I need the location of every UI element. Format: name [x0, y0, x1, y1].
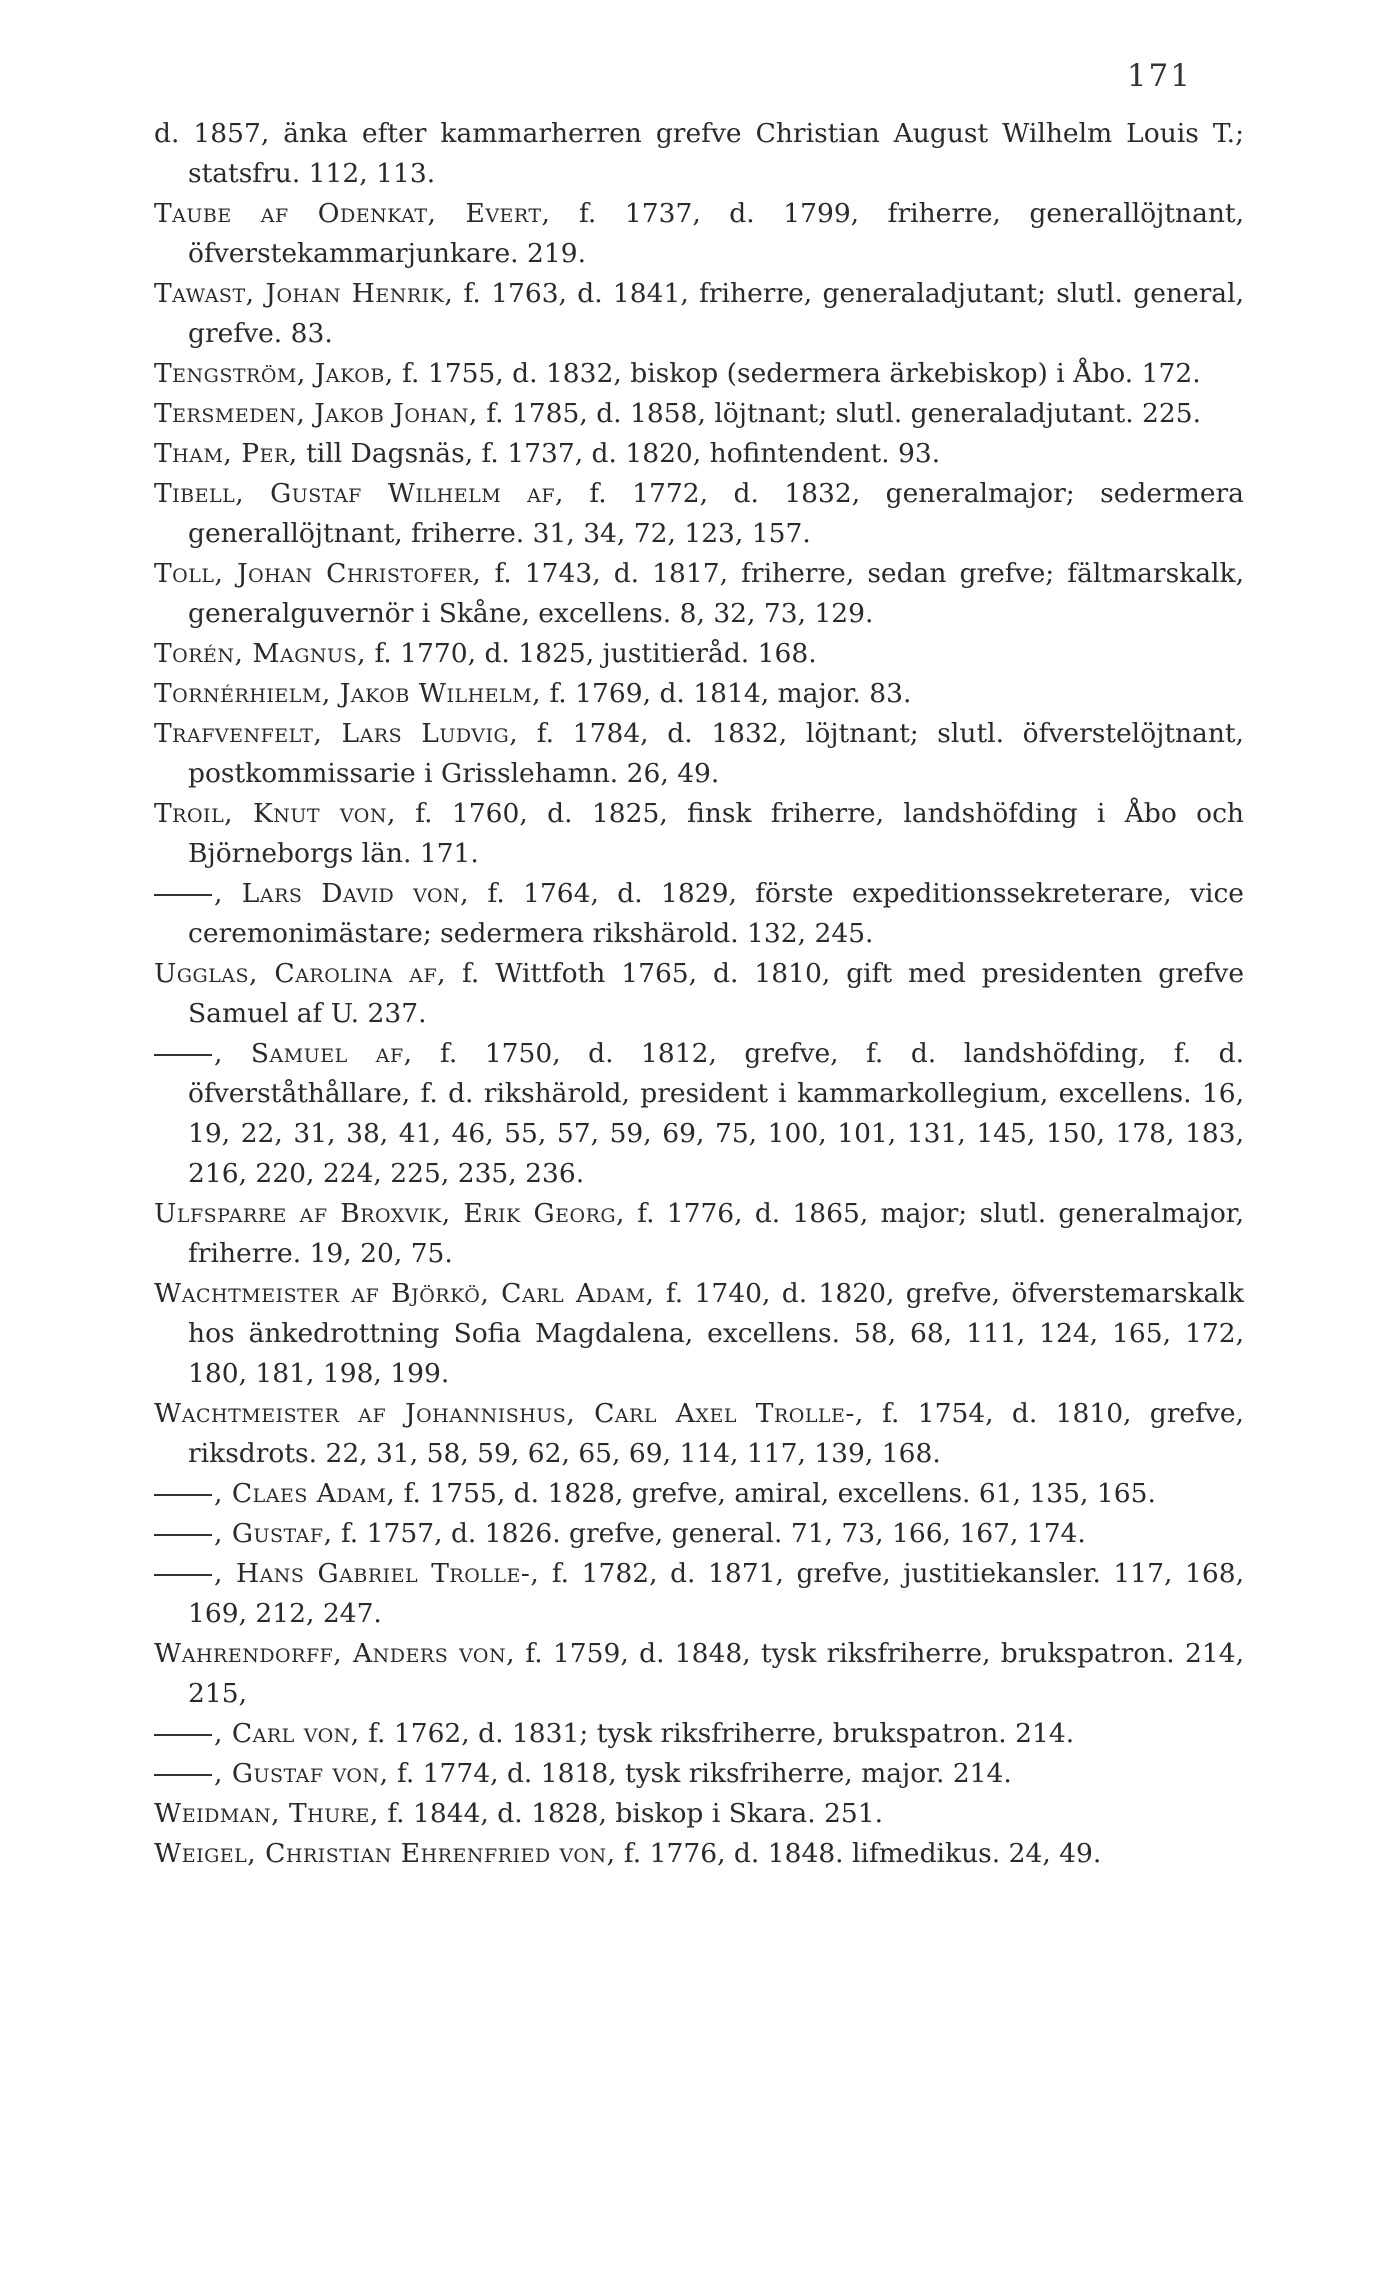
entry-text: f. 1740, d. 1820, grefve, öfverstemarskalk hos änkedrottning Sofia Magdalena, excellens. 58, 68, 111, 124, 165, 172, 180, 181, 198, 199.	[188, 1278, 1244, 1389]
entry-text: f. 1755, d. 1828, grefve, amiral, excellens. 61, 135, 165.	[395, 1478, 1156, 1509]
entry-name: Ulfsparre af Broxvik, Erik Georg,	[154, 1198, 625, 1229]
entry-name: Toll, Johan Christofer,	[154, 558, 482, 589]
index-entry	[154, 274, 1244, 354]
entry-text: f. 1763, d. 1841, friherre, generaladjutant; slutl. general, grefve. 83.	[188, 278, 1244, 349]
entry-name: , Samuel af,	[214, 1038, 413, 1069]
entry-name: Trafvenfelt, Lars Ludvig,	[154, 718, 519, 749]
entry-text: f. 1769, d. 1814, major. 83.	[541, 678, 912, 709]
entry-name: Troil, Knut von,	[154, 798, 396, 829]
index-entry	[154, 434, 1244, 474]
entry-text: f. 1770, d. 1825, justitieråd. 168.	[366, 638, 817, 669]
entry-name: , Hans Gabriel Trolle-,	[214, 1558, 540, 1589]
index-entry	[154, 794, 1244, 874]
entry-text: f. 1784, d. 1832, löjtnant; slutl. öfverstelöjtnant, postkommissarie i Grisslehamn. 26, 49.	[188, 718, 1244, 789]
index-entry	[154, 634, 1244, 674]
entry-name: Tengström, Jakob,	[154, 358, 394, 389]
ditto-dash	[154, 1774, 212, 1776]
entry-name: Tersmeden, Jakob Johan,	[154, 398, 478, 429]
index-entry	[154, 1394, 1244, 1474]
entry-text: f. Wittfoth 1765, d. 1810, gift med presidenten grefve Samuel af U. 237.	[188, 958, 1245, 1029]
entry-text: f. 1774, d. 1818, tysk riksfriherre, major. 214.	[388, 1758, 1012, 1789]
index-entry	[154, 1754, 1244, 1794]
page-number: 171	[1126, 58, 1192, 94]
entry-name: Weigel, Christian Ehrenfried von,	[154, 1838, 616, 1869]
ditto-dash	[154, 1734, 212, 1736]
index-entry	[154, 1474, 1244, 1514]
index-entry	[154, 1514, 1244, 1554]
index-entry	[154, 1634, 1244, 1714]
entry-name: Wachtmeister af Johannishus, Carl Axel Trolle-,	[154, 1398, 864, 1429]
entry-text: f. 1757, d. 1826. grefve, general. 71, 73, 166, 167, 174.	[332, 1518, 1086, 1549]
entry-text: f. 1785, d. 1858, löjtnant; slutl. generaladjutant. 225.	[477, 398, 1202, 429]
entry-text: till Dagsnäs, f. 1737, d. 1820, hofintendent. 93.	[297, 438, 941, 469]
entry-text: f. 1755, d. 1832, biskop (sedermera ärkebiskop) i Åbo. 172.	[393, 358, 1201, 389]
entry-text: f. 1743, d. 1817, friherre, sedan grefve; fältmarskalk, generalguvernör i Skåne, excellens. 8, 32, 73, 129.	[188, 558, 1245, 629]
index-entry	[154, 1554, 1244, 1634]
ditto-dash	[154, 1574, 212, 1576]
index-entry	[154, 354, 1244, 394]
entry-name: Torén, Magnus,	[154, 638, 367, 669]
index-entry	[154, 674, 1244, 714]
entry-text: d. 1857, änka efter kammarherren grefve Christian August Wilhelm Louis T.; statsfru. 112, 113.	[154, 118, 1244, 189]
entry-text: f. 1754, d. 1810, grefve, riksdrots. 22, 31, 58, 59, 62, 65, 69, 114, 117, 139, 168.	[188, 1398, 1244, 1469]
entry-name: , Claes Adam,	[214, 1478, 396, 1509]
index-entry	[154, 1714, 1244, 1754]
entry-text: f. 1764, d. 1829, förste expeditionssekreterare, vice ceremonimästare; sedermera rikshärold. 132, 245.	[188, 878, 1244, 949]
entry-text: f. 1776, d. 1848. lifmedikus. 24, 49.	[615, 1838, 1102, 1869]
index-list	[154, 114, 1244, 1874]
entry-text: f. 1762, d. 1831; tysk riksfriherre, brukspatron. 214.	[359, 1718, 1075, 1749]
entry-name: , Carl von,	[214, 1718, 360, 1749]
index-entry	[154, 474, 1244, 554]
entry-name: Tornérhielm, Jakob Wilhelm,	[154, 678, 542, 709]
entry-text: f. 1782, d. 1871, grefve, justitiekansler. 117, 168, 169, 212, 247.	[188, 1558, 1244, 1629]
entry-name: , Lars David von,	[214, 878, 470, 909]
index-entry	[154, 1274, 1244, 1394]
entry-text: f. 1750, d. 1812, grefve, f. d. landshöfding, f. d. öfverståthållare, f. d. rikshärold, president i kammarkollegium, excellens. 16, 19, 22, 31, 38, 41, 46, 55, 57, 59, 69, 75, 100, 101, 131, 145, 150, 178, 183, 216, 220, 224, 225, 235, 236.	[188, 1038, 1244, 1189]
entry-name: Ugglas, Carolina af,	[154, 958, 447, 989]
entry-name: Taube af Odenkat, Evert,	[154, 198, 551, 229]
ditto-dash	[154, 894, 212, 896]
index-entry	[154, 1034, 1244, 1194]
index-entry	[154, 1794, 1244, 1834]
entry-text: f. 1772, d. 1832, generalmajor; sedermera generallöjtnant, friherre. 31, 34, 72, 123, 157.	[188, 478, 1244, 549]
entry-name: Tawast, Johan Henrik,	[154, 278, 454, 309]
entry-name: Wahrendorff, Anders von,	[154, 1638, 516, 1669]
entry-text: f. 1844, d. 1828, biskop i Skara. 251.	[378, 1798, 884, 1829]
ditto-dash	[154, 1534, 212, 1536]
entry-name: , Gustaf,	[214, 1518, 333, 1549]
index-entry	[154, 194, 1244, 274]
entry-name: Weidman, Thure,	[154, 1798, 379, 1829]
ditto-dash	[154, 1054, 212, 1056]
index-entry	[154, 954, 1244, 1034]
entry-text: f. 1776, d. 1865, major; slutl. generalmajor, friherre. 19, 20, 75.	[188, 1198, 1244, 1269]
index-entry	[154, 114, 1244, 194]
ditto-dash	[154, 1494, 212, 1496]
entry-name: Tham, Per,	[154, 438, 298, 469]
entry-text: f. 1760, d. 1825, finsk friherre, landshöfding i Åbo och Björneborgs län. 171.	[188, 798, 1244, 869]
entry-name: Wachtmeister af Björkö, Carl Adam,	[154, 1278, 655, 1309]
index-entry	[154, 394, 1244, 434]
index-entry	[154, 1834, 1244, 1874]
entry-text: f. 1737, d. 1799, friherre, generallöjtnant, öfverstekammarjunkare. 219.	[188, 198, 1245, 269]
entry-text: f. 1759, d. 1848, tysk riksfriherre, brukspatron. 214, 215,	[188, 1638, 1244, 1709]
index-entry	[154, 554, 1244, 634]
index-entry	[154, 874, 1244, 954]
entry-name: , Gustaf von,	[214, 1758, 389, 1789]
entry-name: Tibell, Gustaf Wilhelm af,	[154, 478, 564, 509]
index-entry	[154, 1194, 1244, 1274]
index-entry	[154, 714, 1244, 794]
